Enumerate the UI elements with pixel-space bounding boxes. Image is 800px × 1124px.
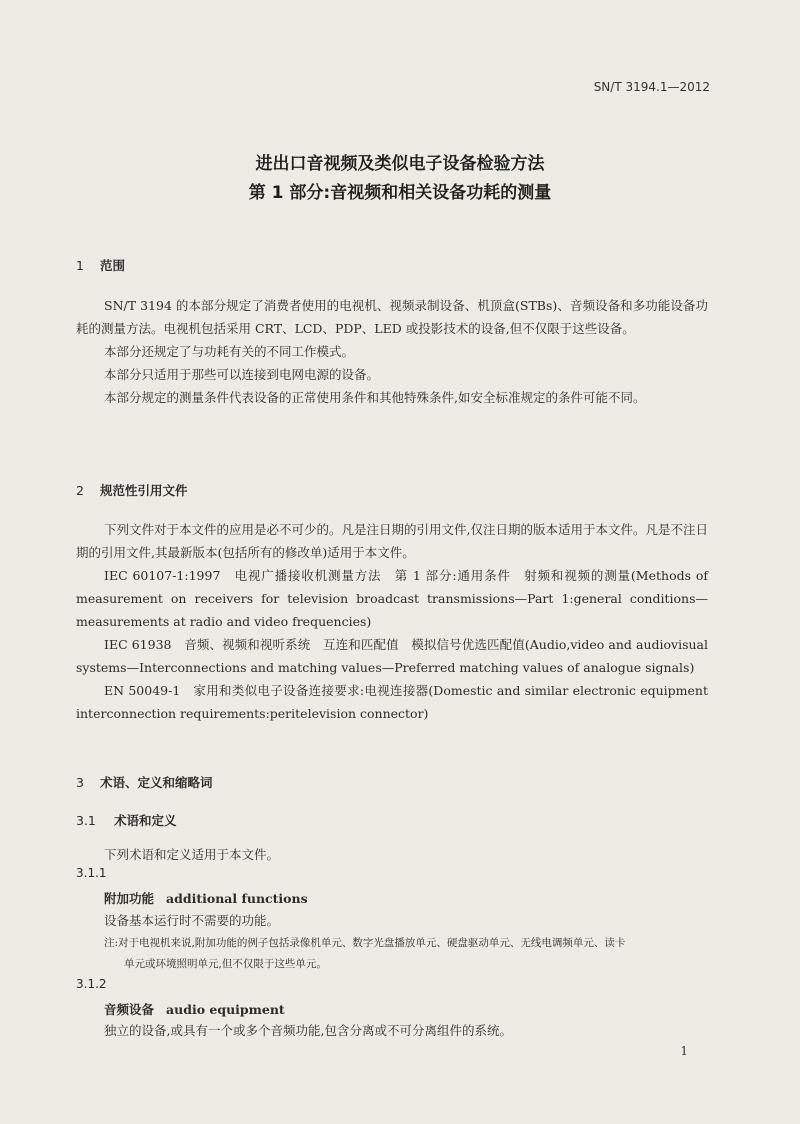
note-line-1: 对于电视机来说,附加功能的例子包括录像机单元、数字光盘播放单元、硬盘驱动单元、无线电调频单元、读卡 bbox=[118, 937, 626, 949]
paragraph: 下列文件对于本文件的应用是必不可少的。凡是注日期的引用文件,仅注日期的版本适用于本文件。凡是不注日期的引用文件,其最新版本(包括所有的修改单)适用于本文件。 bbox=[76, 522, 708, 560]
paragraph: 本部分只适用于那些可以连接到电网电源的设备。 bbox=[104, 367, 380, 382]
title-line-1: 进出口音视频及类似电子设备检验方法 bbox=[255, 154, 545, 174]
section-number: 1 bbox=[76, 258, 84, 273]
section-title: 术语、定义和缩略词 bbox=[100, 775, 213, 790]
note-line-2: 单元或环境照明单元,但不仅限于这些单元。 bbox=[124, 958, 327, 970]
term-3-1-1 bbox=[76, 889, 736, 907]
section-number: 3 bbox=[76, 775, 84, 790]
term-chinese: 音频设备 bbox=[104, 1002, 155, 1017]
term-definition: 独立的设备,或具有一个或多个音频功能,包含分离或不可分离组件的系统。 bbox=[104, 1023, 512, 1038]
section-title: 范围 bbox=[100, 258, 126, 273]
subsection-title: 术语和定义 bbox=[114, 813, 177, 828]
paragraph: SN/T 3194 的本部分规定了消费者使用的电视机、视频录制设备、机顶盒(STBs)、音频设备和多功能设备功耗的测量方法。电视机包括采用 CRT、LCD、PDP、LED 或投影技术的设备,但不仅限于这些设备。 bbox=[76, 298, 708, 336]
section-2-heading bbox=[76, 481, 708, 499]
document-title bbox=[0, 150, 800, 208]
reference-iec-60107: IEC 60107-1:1997 电视广播接收机测量方法 第 1 部分:通用条件 射频和视频的测量(Methods of measurement on receivers for television broadcast transmissions—Part 1:general conditions—measurements at radio and video frequencies) bbox=[76, 568, 708, 629]
paragraph: 本部分规定的测量条件代表设备的正常使用条件和其他特殊条件,如安全标准规定的条件可能不同。 bbox=[104, 390, 646, 405]
term-definition: 设备基本运行时不需要的功能。 bbox=[104, 913, 280, 928]
reference-iec-61938: IEC 61938 音频、视频和视听系统 互连和匹配值 模拟信号优选匹配值(Audio,video and audiovisual systems—Interconnections and matching values—Preferred matching values of analogue signals) bbox=[76, 637, 708, 675]
note-label: 注: bbox=[104, 937, 119, 949]
term-note bbox=[76, 933, 736, 975]
term-english: additional functions bbox=[166, 891, 308, 906]
section-title: 规范性引用文件 bbox=[100, 483, 188, 498]
subsection-number: 3.1 bbox=[76, 813, 96, 828]
title-line-2: 第 1 部分:音视频和相关设备功耗的测量 bbox=[248, 183, 552, 203]
paragraph: 本部分还规定了与功耗有关的不同工作模式。 bbox=[104, 344, 355, 359]
reference-en-50049: EN 50049-1 家用和类似电子设备连接要求:电视连接器(Domestic and similar electronic equipment interconnection requirements:peritelevision connector) bbox=[76, 683, 708, 721]
page-number: 1 bbox=[680, 1044, 688, 1058]
term-3-1-2 bbox=[76, 1000, 736, 1018]
section-number: 2 bbox=[76, 483, 84, 498]
term-chinese: 附加功能 bbox=[104, 891, 155, 906]
section-1-heading bbox=[76, 256, 708, 274]
paragraph: 下列术语和定义适用于本文件。 bbox=[104, 847, 280, 862]
term-number: 3.1.1 bbox=[76, 866, 107, 880]
section-2-body bbox=[76, 518, 708, 725]
section-1-body bbox=[76, 294, 708, 409]
standard-code: SN/T 3194.1—2012 bbox=[593, 80, 710, 94]
term-number: 3.1.2 bbox=[76, 977, 107, 991]
section-3-heading bbox=[76, 773, 708, 791]
subsection-3-1-intro bbox=[76, 843, 708, 866]
term-english: audio equipment bbox=[166, 1002, 285, 1017]
subsection-3-1-heading bbox=[76, 811, 708, 829]
